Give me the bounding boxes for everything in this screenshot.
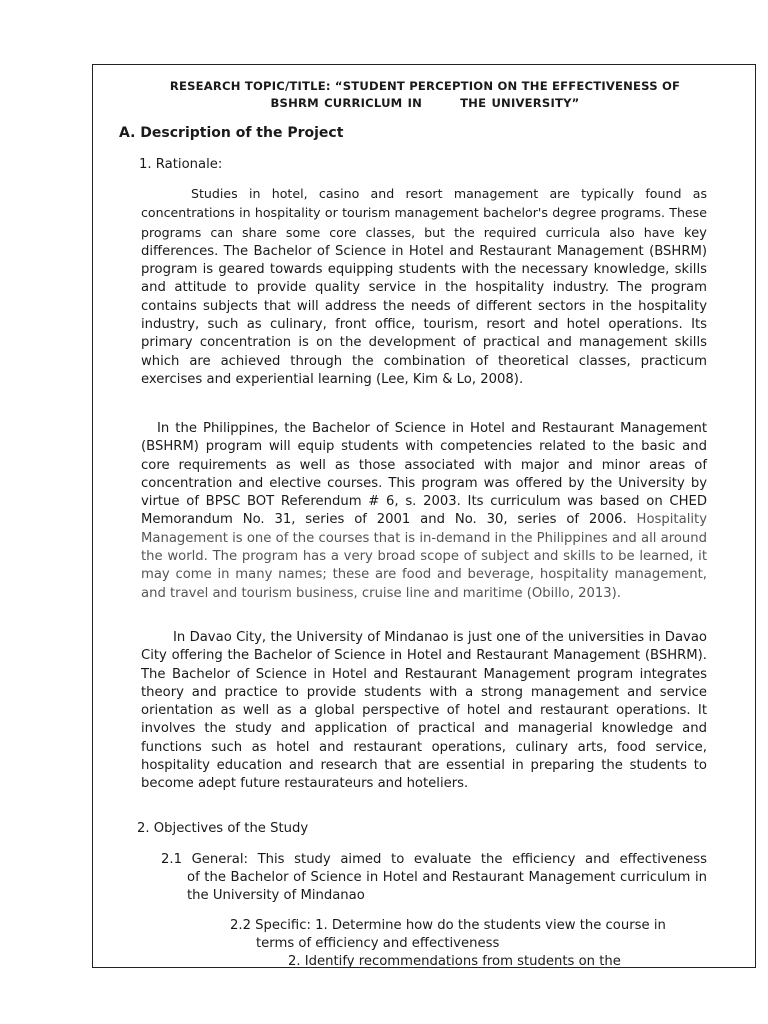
specific-objective-line-2: terms of efficiency and effectiveness: [256, 936, 500, 951]
paragraph-3-text: In Davao City, the University of Mindanao is just one of the universities in Davao City offering the Bachelor of Science in Hotel and Restaurant Management (BSHRM). The Bachelor of Science in Hotel and Restaurant Management program integrates theory and practice to provide students with a strong management and service orientation as well as a global perspective of hotel and restaurant operations. It involves the study and application of practical and managerial knowledge and functions such as hotel and restaurant operations, culinary arts, food service, hospitality education and research that are essential in preparing the students to become adept future restaurateurs and hoteliers.: [141, 630, 707, 792]
specific-objective-line-1: 2.2 Specific: 1. Determine how do the students view the course in: [230, 918, 666, 933]
paragraph-2-part-a: In the Philippines, the Bachelor of Science in Hotel and Restaurant Management (BSHRM) program will equip students with competencies related to the basic and core requirements as well as those associated with major and minor areas of concentration and elective courses. This program was offered by the University by virtue of BPSC BOT Referendum # 6, s. 2003. Its curriculum was based on CHED Memorandum No. 31, series of 2001 and No. 30, series of 2006.: [141, 421, 707, 528]
objectives-heading: 2. Objectives of the Study: [137, 821, 309, 836]
paragraph-1-part-a: Studies in hotel, casino and resort management are typically found as concentrations in hospitality or tourism management bachelor's degree programs. These programs can share some core classes, but the required curricula also have: [141, 186, 707, 240]
rationale-heading: 1. Rationale:: [139, 157, 223, 172]
paragraph-1-part-b: key differences. The Bachelor of Science in Hotel and Restaurant Management (BSHRM) program is geared towards equipping students with the necessary knowledge, skills and attitude to provide quality service in the hospitality industry. The program contains subjects that will address the needs of different sectors in the hospitality industry, such as culinary, front office, tourism, resort and hotel operations. Its primary concentration is on the development of practical and management skills which are achieved through the combination of theoretical classes, practicum exercises and experiential learning (Lee, Kim & Lo, 2008).: [141, 225, 707, 387]
rationale-paragraph-2: [141, 420, 707, 603]
rationale-paragraph-1: [141, 185, 707, 389]
rationale-paragraph-3: [141, 629, 707, 794]
specific-objective-line-3: 2. Identify recommendations from students on the: [288, 954, 621, 968]
research-title-line-2: [93, 96, 756, 110]
general-objective-rest: of the Bachelor of Science in Hotel and Restaurant Management curriculum in the University of Mindanao: [187, 870, 707, 903]
research-title-line-1: RESEARCH TOPIC/TITLE: “STUDENT PERCEPTION ON THE EFFECTIVENESS OF: [169, 79, 681, 93]
document-page: [92, 64, 756, 968]
paragraph-2-part-b: Hospitality Management is one of the courses that is in-demand in the Philippines and all around the world. The program has a very broad scope of subject and skills to be learned, it may come in many names; these are food and beverage, hospitality management, and travel and tourism business, cruise line and maritime (Obillo, 2013).: [141, 512, 707, 601]
general-objective-line-1: 2.1 General: This study aimed to evaluate the efficiency and effectiveness: [161, 852, 707, 867]
specific-objectives: [230, 917, 710, 968]
title-line-2-part-b: THE UNIVERSITY”: [460, 96, 580, 110]
section-a-heading: A. Description of the Project: [119, 125, 344, 141]
title-line-2-part-a: BSHRM CURRICLUM IN: [270, 96, 423, 110]
general-objective: [161, 851, 707, 905]
